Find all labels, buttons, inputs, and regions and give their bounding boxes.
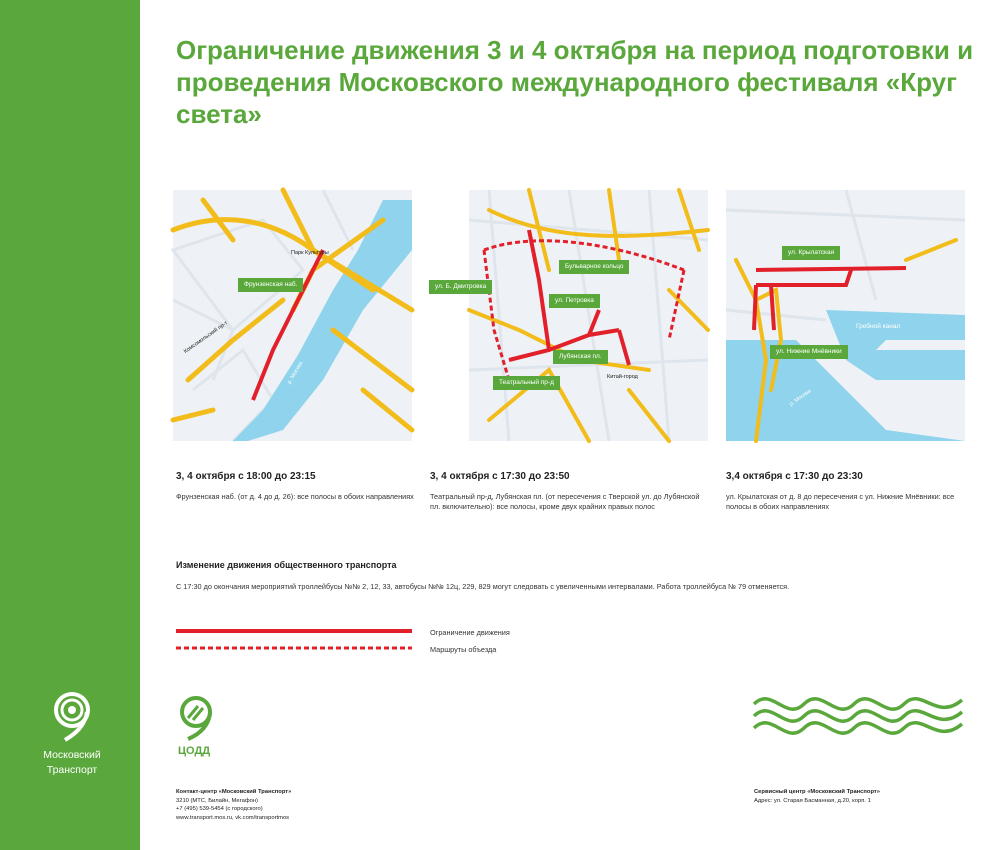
- contact-line-1: Контакт-центр «Московский Транспорт»: [176, 789, 292, 795]
- map-frunzenskaya: [173, 190, 412, 441]
- contact-line-4[interactable]: www.transport.mos.ru, vk.com/transportmos: [176, 814, 290, 821]
- schedule-1-description: Фрунзенская наб. (от д. 4 до д. 26): все полосы в обоих направлениях: [176, 492, 414, 501]
- map-2-tag-dmitrovka: ул. Б. Дмитровка: [429, 280, 492, 294]
- page-title: Ограничение движения 3 и 4 октября на период подготовки и проведения Московского международного фестиваля «Круг света»: [176, 35, 974, 129]
- map-3-label-canal: Гребной канал: [856, 323, 901, 330]
- logo-label-line-2: Транспорт: [46, 764, 98, 776]
- nine-logo-icon: [49, 690, 95, 742]
- service-center-info: [754, 788, 880, 805]
- contact-line-3: +7 (495) 539-5454 (с городского): [176, 806, 263, 812]
- map-2-tag-boulevard: Бульварное кольцо: [559, 260, 629, 274]
- map-2-tag-teatralny: Театральный пр-д: [493, 376, 560, 390]
- left-brand-sidebar: [0, 0, 140, 850]
- map-2-label-kitay: Китай-город: [607, 374, 638, 380]
- legend-solid-line: [176, 628, 412, 634]
- map-1-label-river: р. Москва: [286, 360, 305, 386]
- logo-label-line-1: Московский: [43, 749, 101, 761]
- schedule-2-date: 3, 4 октября с 17:30 до 23:50: [430, 471, 570, 482]
- contact-line-2: 3210 (МТС, Билайн, Мегафон): [176, 797, 258, 804]
- map-1-label-avenue: Комсомольский пр-т: [183, 320, 229, 355]
- schedule-3-description: ул. Крылатская от д. 8 до пересечения с ул. Нижние Мнёвники: все полосы в обоих направлениях: [726, 492, 955, 511]
- map-2-tag-lubyanka: Лубянская пл.: [553, 350, 608, 364]
- moscow-transport-logo: [22, 690, 122, 777]
- map-3-tag-mnevniki: ул. Нижние Мнёвники: [770, 345, 848, 359]
- schedule-2-description: Театральный пр-д, Лубянская пл. (от пересечения с Тверской ул. до Лубянской пл. включительно): все полосы, кроме двух крайних правых полос: [430, 492, 700, 511]
- map-3-tag-krylatskaya: ул. Крылатская: [782, 246, 840, 260]
- service-line-2: Адрес: ул. Старая Басманная, д.20, корп. 1: [754, 797, 871, 804]
- schedule-3-date: 3,4 октября с 17:30 до 23:30: [726, 471, 863, 482]
- contact-center-info: [176, 788, 291, 822]
- legend-detour-label: Маршруты объезда: [430, 645, 497, 654]
- map-krylatskaya: [726, 190, 965, 441]
- service-line-1: Сервисный центр «Московский Транспорт»: [754, 789, 880, 795]
- codd-logo: [176, 694, 236, 757]
- transport-heading: Изменение движения общественного транспорта: [176, 560, 397, 570]
- codd-nine-icon: [176, 694, 220, 740]
- legend-dashed-line: [176, 645, 412, 651]
- map-2-tag-petrovka: ул. Петровка: [549, 294, 600, 308]
- map-lubyanka: [435, 190, 708, 441]
- schedule-krylatskaya: [726, 471, 976, 512]
- transport-text: С 17:30 до окончания мероприятий троллейбусы №№ 2, 12, 33, автобусы №№ 12ц, 229, 829 могут следовать с увеличенными интервалами. Работа троллейбуса № 79 отменяется.: [176, 582, 790, 591]
- map-1-tag-embankment: Фрунзенская наб.: [238, 278, 303, 292]
- legend-restriction-label: Ограничение движения: [430, 628, 510, 637]
- map-1-label-bridge: Парк Культуры: [291, 250, 329, 256]
- wave-pattern-decoration: [752, 690, 964, 734]
- schedule-1-date: 3, 4 октября с 18:00 до 23:15: [176, 471, 316, 482]
- schedule-lubyanka: [430, 471, 705, 512]
- codd-label: ЦОДД: [178, 745, 211, 757]
- schedule-frunzenskaya: [176, 471, 441, 502]
- map-3-label-river: р. Москва: [788, 388, 813, 408]
